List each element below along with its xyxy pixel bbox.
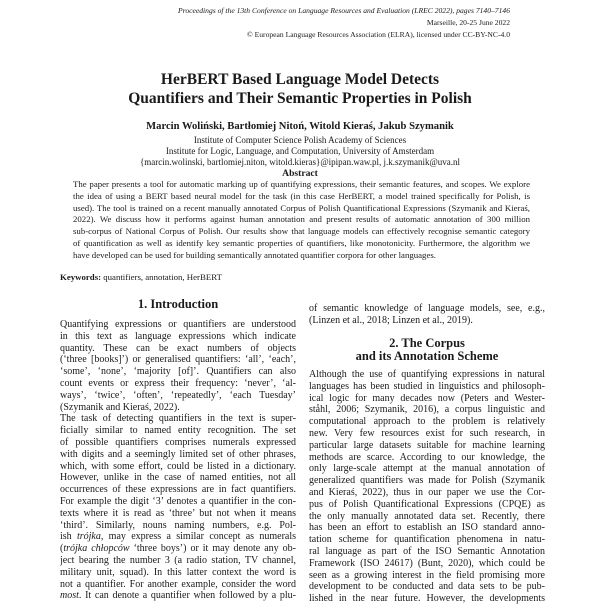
body-text-line (309, 570, 545, 582)
body-text-line (60, 590, 296, 602)
text-run: occurrences of these expressions are in fact quantifiers. (60, 484, 296, 496)
abstract-line (73, 214, 530, 226)
text-run: the only manually annotated data set. Recently, there (309, 510, 545, 522)
text-run: ficially similar to named entity recognition. The set (60, 425, 296, 437)
body-text-line (309, 393, 545, 405)
body-text-line (60, 579, 296, 591)
text-run: lished in the near future. However, the developments (309, 593, 545, 605)
body-text-line (60, 567, 296, 579)
body-text-line (309, 416, 545, 428)
text-run: ‘some’, ‘none’, ‘majority [of]’. Quantifiers can also (60, 366, 296, 378)
body-text-line (309, 404, 545, 416)
keywords-label: Keywords: (60, 272, 102, 282)
text-run: ral language as part of the ISO Semantic Annotation (309, 545, 545, 557)
text-run: computational approach to the problem is relatively (309, 416, 545, 428)
body-text-line (60, 354, 296, 366)
body-text-line (309, 487, 545, 499)
body-text-line (60, 319, 296, 331)
italic-text: trójka (76, 531, 101, 543)
text-run: only large-scale attempt at the manual annotation of (309, 463, 545, 475)
keywords (60, 272, 222, 282)
license-header: © European Language Resources Association (ELRA), licensed under CC-BY-NC-4.0 (246, 30, 510, 39)
author-emails: {marcin.wolinski, bartlomiej.niton, witold.kieras}@ipipan.waw.pl, j.k.szymanik@uva.nl (139, 157, 461, 167)
body-text-line (309, 593, 545, 605)
body-text-line (309, 499, 545, 511)
text-run: of quantification as well as identify key semantic properties of quantifiers, like monotonicity. Furthermore, the algorithm we (73, 237, 530, 248)
affiliation-2: Institute for Logic, Language, and Computation, University of Amsterdam (165, 146, 435, 156)
body-text-line (60, 508, 296, 520)
text-run: ståhl, 2006; Szymanik, 2016), a corpus linguistic and (309, 404, 545, 416)
abstract-line (73, 203, 530, 215)
section-2-heading-line-1: 2. The Corpus (389, 336, 465, 350)
proceedings-header: Proceedings of the 13th Conference on Language Resources and Evaluation (LREC 2022), pages 7140–7146 (178, 6, 510, 15)
text-run: . It can denote a quantifier when followed by a plu- (78, 590, 296, 602)
body-text-line (309, 381, 545, 393)
text-run: of semantic knowledge of language models, see, e.g., (309, 303, 545, 314)
body-text-line (60, 449, 296, 461)
affiliation-1: Institute of Computer Science Polish Academy of Sciences (193, 135, 407, 145)
text-run: ‘third’. Similarly, nouns naming numbers, e.g. Pol- (60, 519, 296, 531)
body-text-line (60, 437, 296, 449)
text-run: Quantifying expressions or quantifiers are understood (60, 319, 296, 330)
text-run: of possible quantifiers comprises numerals expressed (60, 436, 296, 448)
text-run: tation scheme for quantification phenomena in natu- (309, 534, 545, 546)
text-run: seen as a growing interest in the field promising more (309, 569, 545, 581)
body-text-line (309, 315, 545, 327)
abstract-line (73, 238, 530, 250)
body-text-line (309, 511, 545, 523)
body-text-line (60, 366, 296, 378)
abstract-line (73, 179, 530, 191)
body-text-line (60, 390, 296, 402)
text-run: texts where it is read as ‘three’ but not when it means (60, 507, 296, 519)
text-run: However, unlike in the case of named entities, not all (60, 472, 296, 484)
italic-text: trójka chłopców (63, 543, 130, 555)
abstract-heading: Abstract (282, 168, 318, 179)
paper-title-line-1: HerBERT Based Language Model Detects (160, 71, 440, 88)
text-run: ical logic for many decades now (Peters and Wester- (309, 392, 545, 404)
body-text-line (60, 555, 296, 567)
text-run: which, with some effort, could be listed in a dictionary. (60, 460, 296, 472)
text-run: Although the use of quantifying expressions in natural (309, 369, 545, 380)
text-run: and Kieraś, 2022), thus in our paper we use the Cor- (309, 486, 545, 498)
body-text-line (60, 461, 296, 473)
text-run: ish (60, 531, 77, 543)
text-run: not a quantifier. For another example, consider the word (60, 578, 296, 590)
body-text-line (309, 522, 545, 534)
abstract-line (73, 226, 530, 238)
left-column-body (60, 319, 296, 602)
body-text-line (309, 463, 545, 475)
text-run: quantity. These can be exact numbers of objects (60, 342, 296, 354)
body-text-line (309, 475, 545, 487)
body-text-line (60, 520, 296, 532)
body-text-line (60, 343, 296, 355)
body-text-line (309, 558, 545, 570)
section-2-heading-line-2: and its Annotation Scheme (355, 349, 499, 363)
body-text-line (309, 440, 545, 452)
text-run: particular large datasets suitable for machine learning (309, 439, 545, 451)
text-run: pus of Polish Quantificational Expressions (CPQE) as (309, 498, 545, 510)
text-run: has been an effort to establish an ISO standard anno- (309, 522, 545, 534)
body-text-line (309, 428, 545, 440)
text-run: ‘three boys’) or it may denote any ob- (129, 543, 296, 555)
text-run: with digits and a seemingly limited set of other phrases, (60, 448, 296, 460)
text-run: have developed can be used for building semantically annotated quantifier corpora for other languages. (73, 249, 436, 260)
text-run: languages has been studied in linguistics and philosoph- (309, 380, 545, 392)
body-text-line (60, 496, 296, 508)
text-run: (Szymanik and Kieraś, 2022). (60, 401, 180, 413)
authors: Marcin Woliński, Bartłomiej Nitoń, Witold Kieraś, Jakub Szymanik (146, 121, 454, 132)
text-run: The task of detecting quantifiers in the text is super- (60, 413, 296, 425)
text-run: ( (60, 543, 64, 555)
text-run: sub-corpus of National Corpus of Polish. Our results show that language models can effectively recognise semantic category (73, 226, 530, 237)
keywords-value: quantifiers, annotation, HerBERT (103, 272, 222, 282)
text-run: development to be conducted and data sets to be pub- (309, 581, 545, 593)
text-run: (Linzen et al., 2018; Linzen et al., 2019). (309, 314, 473, 326)
text-run: ject bearing the number 3 (a radio station, TV channel, (60, 554, 296, 566)
body-text-line (60, 402, 296, 414)
body-text-line (309, 452, 545, 464)
italic-text: most (60, 590, 79, 602)
text-run: For example the digit ‘3’ denotes a quantifier in the con- (60, 495, 296, 507)
text-run: methods are scarce. According to our knowledge, the (309, 451, 545, 463)
body-text-line (60, 331, 296, 343)
text-run: ways’, ‘twice’, ‘often’, ‘repeatedly’, ‘each Tuesday’ (60, 389, 296, 401)
text-run: in this text as language expressions which indicate (60, 330, 296, 342)
text-run: (‘three [books]’) or generalised quantifiers: ‘all’, ‘each’, (60, 354, 296, 366)
paper-title-line-2: Quantifiers and Their Semantic Properties in Polish (128, 90, 472, 107)
body-text-line (309, 369, 545, 381)
text-run: Framework (ISO 24617) (Bunt, 2020), which could be (309, 557, 545, 569)
abstract-body (73, 179, 530, 262)
text-run: The paper presents a tool for automatic marking up of quantifying expressions, their semantic features, and scopes. We explore (73, 179, 530, 189)
text-run: count events or express their frequency: ‘never’, ‘al- (60, 377, 296, 389)
text-run: the idea of using a BERT based neural model for the task (in this case HerBERT, a model trained specifically for Polish, is (73, 190, 530, 201)
body-text-line (60, 484, 296, 496)
right-column-continuation (309, 303, 545, 327)
body-text-line (309, 303, 545, 315)
abstract-line (73, 250, 530, 262)
body-text-line (60, 531, 296, 543)
body-text-line (60, 543, 296, 555)
right-column-body (309, 369, 545, 605)
body-text-line (60, 413, 296, 425)
body-text-line (309, 581, 545, 593)
body-text-line (60, 378, 296, 390)
body-text-line (309, 534, 545, 546)
text-run: new. Very few resources exist for such research, in (309, 427, 545, 439)
text-run: military unit, squad). In this latter context the word is (60, 566, 296, 578)
body-text-line (60, 425, 296, 437)
abstract-line (73, 191, 530, 203)
section-1-heading: 1. Introduction (137, 297, 219, 311)
text-run: used). The tool is trained on a recent manually annotated Corpus of Polish Quantificational Expressions (Szymanik and Kieraś, (73, 202, 530, 213)
body-text-line (309, 546, 545, 558)
body-text-line (60, 472, 296, 484)
text-run: , may express a similar concept as numerals (100, 531, 296, 543)
location-header: Marseille, 20-25 June 2022 (426, 18, 510, 27)
text-run: 2022). We discuss how it performs against human annotation and present results of automatic annotation of 300 million (73, 214, 530, 225)
text-run: generalized quantifiers was made for Polish (Szymanik (309, 475, 545, 487)
